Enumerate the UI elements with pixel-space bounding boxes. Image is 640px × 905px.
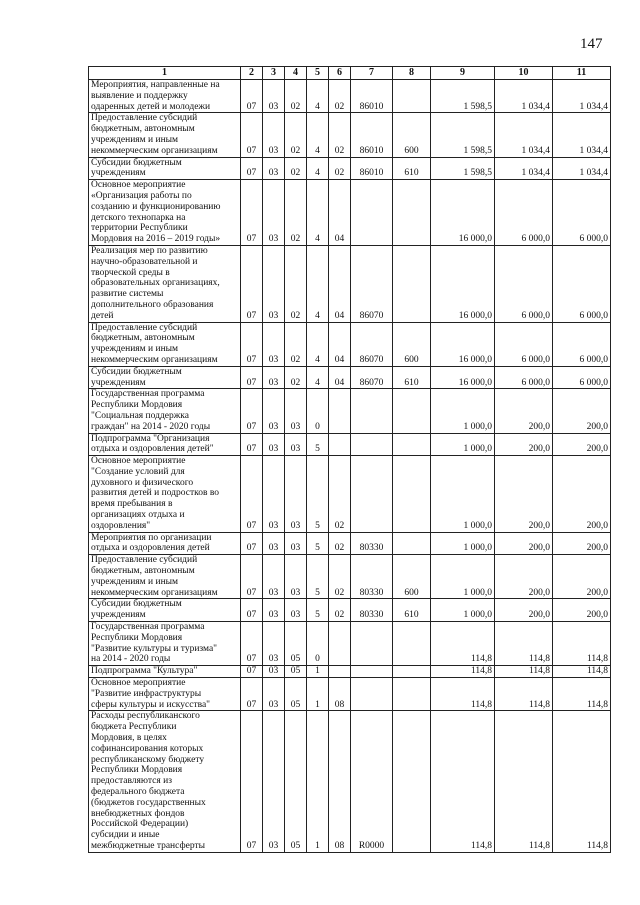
- podrazdel-cell: 03: [263, 666, 285, 678]
- program-cell: 03: [285, 555, 307, 599]
- program-cell: 02: [285, 180, 307, 246]
- amount-2020-cell: 114,8: [553, 678, 611, 711]
- row-name-line: Мероприятия, направленные на: [91, 80, 220, 90]
- row-name-line: учреждениям и иным: [91, 576, 179, 587]
- row-name-line: научно-образовательной и: [91, 256, 198, 267]
- amount-2020-cell: 1 034,4: [553, 80, 611, 113]
- row-name-line: бюджетным, автономным: [91, 124, 195, 135]
- row-name-line: выявление и поддержку: [91, 90, 188, 101]
- row-name-line: Республики Мордовия: [91, 400, 183, 411]
- row-name-line: Предоставление субсидий: [91, 322, 198, 333]
- table-row: [89, 456, 611, 533]
- razdel-cell: 07: [241, 711, 263, 852]
- podrazdel-cell: 03: [263, 157, 285, 180]
- amount-2020-cell: 114,8: [553, 622, 611, 666]
- row-name-line: Предоставление субсидий: [91, 113, 198, 124]
- direction-cell: R0000: [351, 711, 393, 852]
- row-name-line: Государственная программа: [91, 622, 205, 633]
- amount-2018-cell: 16 000,0: [431, 322, 495, 366]
- column-header-1: 1: [89, 67, 241, 80]
- amount-2019-cell: 6 000,0: [495, 180, 553, 246]
- program-cell: 03: [285, 532, 307, 555]
- amount-2019-cell: 114,8: [495, 622, 553, 666]
- row-name-line: «Организация работы по: [91, 190, 192, 201]
- program-cell: 02: [285, 113, 307, 157]
- amount-2019-cell: 1 034,4: [495, 80, 553, 113]
- vid-rashodov-cell: [393, 666, 431, 678]
- row-name-line: детей: [91, 310, 114, 321]
- row-name-line: одаренных детей и молодежи: [91, 101, 211, 112]
- row-name-cell: [89, 456, 241, 533]
- subprogram-cell: 4: [307, 366, 329, 389]
- direction-cell: [351, 433, 393, 456]
- row-name-line: Субсидии бюджетным: [91, 157, 182, 168]
- row-name-cell: [89, 180, 241, 246]
- row-name-line: Реализация мер по развитию: [91, 245, 208, 256]
- subprogram-cell: 1: [307, 666, 329, 678]
- row-name-line: территории Республики: [91, 223, 188, 234]
- row-name-line: отдыха и оздоровления детей": [91, 444, 214, 455]
- row-name-line: творческой среды в: [91, 267, 170, 278]
- amount-2018-cell: 1 000,0: [431, 532, 495, 555]
- amount-2019-cell: 6 000,0: [495, 245, 553, 322]
- subprogram-cell: 0: [307, 622, 329, 666]
- subprogram-cell: 4: [307, 322, 329, 366]
- podrazdel-cell: 03: [263, 322, 285, 366]
- column-header-2: 2: [241, 67, 263, 80]
- event-cell: 08: [329, 711, 351, 852]
- row-name-cell: [89, 113, 241, 157]
- program-cell: 02: [285, 157, 307, 180]
- vid-rashodov-cell: [393, 678, 431, 711]
- vid-rashodov-cell: [393, 711, 431, 852]
- row-name-cell: [89, 366, 241, 389]
- amount-2019-cell: 6 000,0: [495, 322, 553, 366]
- table-row: [89, 245, 611, 322]
- razdel-cell: 07: [241, 113, 263, 157]
- program-cell: 03: [285, 456, 307, 533]
- row-name-line: субсидии и иные: [91, 830, 160, 841]
- amount-2020-cell: 1 034,4: [553, 157, 611, 180]
- amount-2020-cell: 200,0: [553, 555, 611, 599]
- podrazdel-cell: 03: [263, 555, 285, 599]
- event-cell: 04: [329, 322, 351, 366]
- podrazdel-cell: 03: [263, 113, 285, 157]
- table-row: [89, 113, 611, 157]
- table-row: [89, 555, 611, 599]
- razdel-cell: 07: [241, 532, 263, 555]
- amount-2020-cell: 6 000,0: [553, 366, 611, 389]
- subprogram-cell: 5: [307, 532, 329, 555]
- amount-2019-cell: 1 034,4: [495, 113, 553, 157]
- program-cell: 05: [285, 711, 307, 852]
- amount-2019-cell: 200,0: [495, 532, 553, 555]
- amount-2019-cell: 114,8: [495, 666, 553, 678]
- amount-2018-cell: 16 000,0: [431, 245, 495, 322]
- row-name-line: "Социальная поддержка: [91, 410, 189, 421]
- column-header-3: 3: [263, 67, 285, 80]
- razdel-cell: 07: [241, 245, 263, 322]
- row-name-line: внебюджетных фондов: [91, 808, 185, 819]
- row-name-line: Основное мероприятие: [91, 678, 186, 689]
- row-name-line: федерального бюджета: [91, 787, 185, 797]
- table-row: [89, 711, 611, 852]
- amount-2019-cell: 200,0: [495, 456, 553, 533]
- row-name-line: Основное мероприятие: [91, 180, 186, 191]
- row-name-line: некоммерческим организациям: [91, 145, 218, 156]
- vid-rashodov-cell: 600: [393, 555, 431, 599]
- table-row: [89, 389, 611, 433]
- event-cell: 08: [329, 678, 351, 711]
- podrazdel-cell: 03: [263, 711, 285, 852]
- amount-2018-cell: 1 000,0: [431, 433, 495, 456]
- direction-cell: 80330: [351, 532, 393, 555]
- podrazdel-cell: 03: [263, 366, 285, 389]
- header-row: [89, 67, 611, 80]
- row-name-cell: [89, 322, 241, 366]
- vid-rashodov-cell: [393, 80, 431, 113]
- row-name-line: Государственная программа: [91, 389, 205, 400]
- amount-2019-cell: 114,8: [495, 678, 553, 711]
- column-header-6: 6: [329, 67, 351, 80]
- column-header-8: 8: [393, 67, 431, 80]
- subprogram-cell: 4: [307, 180, 329, 246]
- direction-cell: 86070: [351, 366, 393, 389]
- row-name-line: Предоставление субсидий: [91, 555, 198, 566]
- row-name-line: Республики Мордовия: [91, 632, 183, 643]
- razdel-cell: 07: [241, 389, 263, 433]
- subprogram-cell: 5: [307, 456, 329, 533]
- podrazdel-cell: 03: [263, 532, 285, 555]
- subprogram-cell: 1: [307, 678, 329, 711]
- podrazdel-cell: 03: [263, 433, 285, 456]
- table-row: [89, 433, 611, 456]
- razdel-cell: 07: [241, 456, 263, 533]
- program-cell: 02: [285, 322, 307, 366]
- row-name-line: бюджетным, автономным: [91, 333, 195, 344]
- amount-2020-cell: 200,0: [553, 532, 611, 555]
- subprogram-cell: 5: [307, 433, 329, 456]
- vid-rashodov-cell: [393, 389, 431, 433]
- razdel-cell: 07: [241, 599, 263, 622]
- vid-rashodov-cell: [393, 180, 431, 246]
- direction-cell: [351, 389, 393, 433]
- amount-2018-cell: 114,8: [431, 678, 495, 711]
- row-name-line: Российской Федерации): [91, 819, 189, 830]
- vid-rashodov-cell: [393, 456, 431, 533]
- table-row: [89, 322, 611, 366]
- row-name-line: Основное мероприятие: [91, 456, 186, 467]
- row-name-cell: [89, 678, 241, 711]
- amount-2018-cell: 16 000,0: [431, 366, 495, 389]
- razdel-cell: 07: [241, 433, 263, 456]
- direction-cell: [351, 180, 393, 246]
- row-name-line: некоммерческим организациям: [91, 354, 218, 365]
- table-row: [89, 157, 611, 180]
- podrazdel-cell: 03: [263, 389, 285, 433]
- event-cell: [329, 666, 351, 678]
- row-name-line: Подпрограмма "Культура": [91, 666, 198, 677]
- row-name-cell: [89, 80, 241, 113]
- column-header-10: 10: [495, 67, 553, 80]
- table-row: [89, 180, 611, 246]
- row-name-line: учреждениям и иным: [91, 134, 179, 145]
- table-row: [89, 366, 611, 389]
- table-row: [89, 622, 611, 666]
- row-name-line: Субсидии бюджетным: [91, 599, 182, 610]
- direction-cell: 80330: [351, 555, 393, 599]
- podrazdel-cell: 03: [263, 599, 285, 622]
- amount-2018-cell: 114,8: [431, 622, 495, 666]
- event-cell: [329, 622, 351, 666]
- amount-2018-cell: 1 598,5: [431, 113, 495, 157]
- row-name-cell: [89, 389, 241, 433]
- amount-2019-cell: 200,0: [495, 389, 553, 433]
- row-name-cell: [89, 555, 241, 599]
- row-name-cell: [89, 157, 241, 180]
- direction-cell: 80330: [351, 599, 393, 622]
- row-name-line: дополнительного образования: [91, 299, 214, 310]
- row-name-line: развитие системы: [91, 289, 164, 300]
- row-name-line: Расходы республиканского: [91, 711, 200, 722]
- amount-2019-cell: 200,0: [495, 555, 553, 599]
- direction-cell: 86010: [351, 80, 393, 113]
- amount-2018-cell: 1 000,0: [431, 599, 495, 622]
- podrazdel-cell: 03: [263, 678, 285, 711]
- row-name-cell: [89, 711, 241, 852]
- amount-2020-cell: 200,0: [553, 433, 611, 456]
- row-name-cell: [89, 666, 241, 678]
- row-name-line: Мордовия на 2016 – 2019 годы»: [91, 234, 221, 245]
- program-cell: 02: [285, 80, 307, 113]
- amount-2020-cell: 6 000,0: [553, 322, 611, 366]
- direction-cell: [351, 678, 393, 711]
- event-cell: 02: [329, 80, 351, 113]
- program-cell: 03: [285, 433, 307, 456]
- row-name-line: духовного и физического: [91, 477, 194, 488]
- razdel-cell: 07: [241, 622, 263, 666]
- row-name-line: оздоровления": [91, 520, 151, 531]
- table-row: [89, 532, 611, 555]
- row-name-cell: [89, 433, 241, 456]
- amount-2020-cell: 6 000,0: [553, 180, 611, 246]
- program-cell: 02: [285, 366, 307, 389]
- program-cell: 03: [285, 389, 307, 433]
- subprogram-cell: 4: [307, 245, 329, 322]
- row-name-cell: [89, 599, 241, 622]
- program-cell: 02: [285, 245, 307, 322]
- row-name-line: учреждениям: [91, 168, 146, 179]
- event-cell: 02: [329, 113, 351, 157]
- page-number: 147: [580, 36, 603, 52]
- event-cell: [329, 433, 351, 456]
- podrazdel-cell: 03: [263, 80, 285, 113]
- vid-rashodov-cell: [393, 532, 431, 555]
- event-cell: 02: [329, 532, 351, 555]
- direction-cell: 86010: [351, 157, 393, 180]
- budget-table: [88, 66, 611, 853]
- row-name-line: "Создание условий для: [91, 466, 185, 477]
- row-name-line: Мероприятия по организации: [91, 532, 212, 543]
- row-name-line: созданию и функционированию: [91, 201, 221, 212]
- table-row: [89, 599, 611, 622]
- subprogram-cell: 1: [307, 711, 329, 852]
- row-name-line: развития детей и подростков во: [91, 488, 220, 499]
- row-name-line: "Развитие культуры и туризма": [91, 643, 218, 654]
- amount-2018-cell: 1 000,0: [431, 456, 495, 533]
- row-name-line: детского технопарка на: [91, 212, 186, 223]
- row-name-line: некоммерческим организациям: [91, 587, 218, 598]
- column-header-7: 7: [351, 67, 393, 80]
- vid-rashodov-cell: 610: [393, 157, 431, 180]
- razdel-cell: 07: [241, 80, 263, 113]
- event-cell: 02: [329, 555, 351, 599]
- direction-cell: 86070: [351, 245, 393, 322]
- amount-2018-cell: 1 000,0: [431, 389, 495, 433]
- row-name-line: Республики Мордовия: [91, 765, 183, 776]
- row-name-line: граждан" на 2014 - 2020 годы: [91, 421, 211, 432]
- amount-2019-cell: 6 000,0: [495, 366, 553, 389]
- amount-2018-cell: 1 598,5: [431, 157, 495, 180]
- podrazdel-cell: 03: [263, 245, 285, 322]
- subprogram-cell: 4: [307, 113, 329, 157]
- row-name-line: (бюджетов государственных: [91, 797, 206, 808]
- event-cell: 02: [329, 456, 351, 533]
- vid-rashodov-cell: 610: [393, 366, 431, 389]
- event-cell: 02: [329, 599, 351, 622]
- vid-rashodov-cell: 600: [393, 113, 431, 157]
- podrazdel-cell: 03: [263, 456, 285, 533]
- subprogram-cell: 4: [307, 157, 329, 180]
- column-header-5: 5: [307, 67, 329, 80]
- subprogram-cell: 4: [307, 80, 329, 113]
- row-name-line: бюджета Республики: [91, 722, 177, 733]
- table-row: [89, 678, 611, 711]
- amount-2020-cell: 200,0: [553, 599, 611, 622]
- vid-rashodov-cell: 610: [393, 599, 431, 622]
- row-name-line: организациях отдыха и: [91, 510, 185, 521]
- amount-2019-cell: 200,0: [495, 599, 553, 622]
- amount-2020-cell: 200,0: [553, 389, 611, 433]
- amount-2018-cell: 16 000,0: [431, 180, 495, 246]
- direction-cell: [351, 666, 393, 678]
- razdel-cell: 07: [241, 366, 263, 389]
- column-header-9: 9: [431, 67, 495, 80]
- vid-rashodov-cell: 600: [393, 322, 431, 366]
- row-name-line: учреждениям: [91, 377, 146, 388]
- row-name-line: межбюджетные трансферты: [91, 840, 205, 851]
- row-name-line: софинансирования которых: [91, 743, 204, 754]
- amount-2018-cell: 114,8: [431, 711, 495, 852]
- row-name-line: Субсидии бюджетным: [91, 366, 182, 377]
- row-name-line: Мордовия, в целях: [91, 733, 167, 744]
- podrazdel-cell: 03: [263, 180, 285, 246]
- event-cell: 04: [329, 366, 351, 389]
- amount-2020-cell: 6 000,0: [553, 245, 611, 322]
- row-name-line: республиканскому бюджету: [91, 754, 205, 765]
- row-name-line: бюджетным, автономным: [91, 566, 195, 577]
- vid-rashodov-cell: [393, 622, 431, 666]
- row-name-line: учреждениям: [91, 610, 146, 621]
- amount-2020-cell: 1 034,4: [553, 113, 611, 157]
- program-cell: 05: [285, 678, 307, 711]
- direction-cell: 86010: [351, 113, 393, 157]
- amount-2019-cell: 114,8: [495, 711, 553, 852]
- column-header-11: 11: [553, 67, 611, 80]
- row-name-line: время пребывания в: [91, 499, 173, 510]
- row-name-line: образовательных организациях,: [91, 278, 220, 289]
- table-row: [89, 80, 611, 113]
- razdel-cell: 07: [241, 180, 263, 246]
- table-row: [89, 666, 611, 678]
- row-name-line: учреждениям и иным: [91, 344, 179, 355]
- program-cell: 05: [285, 666, 307, 678]
- razdel-cell: 07: [241, 157, 263, 180]
- razdel-cell: 07: [241, 322, 263, 366]
- razdel-cell: 07: [241, 678, 263, 711]
- event-cell: 04: [329, 245, 351, 322]
- amount-2018-cell: 114,8: [431, 666, 495, 678]
- row-name-line: Подпрограмма "Организация: [91, 433, 210, 444]
- row-name-line: сферы культуры и искусства": [91, 699, 211, 710]
- row-name-cell: [89, 532, 241, 555]
- amount-2020-cell: 114,8: [553, 666, 611, 678]
- event-cell: 02: [329, 157, 351, 180]
- subprogram-cell: 5: [307, 599, 329, 622]
- subprogram-cell: 5: [307, 555, 329, 599]
- amount-2018-cell: 1 598,5: [431, 80, 495, 113]
- direction-cell: [351, 456, 393, 533]
- row-name-line: предоставляются из: [91, 776, 172, 787]
- razdel-cell: 07: [241, 555, 263, 599]
- amount-2020-cell: 114,8: [553, 711, 611, 852]
- direction-cell: [351, 622, 393, 666]
- direction-cell: 86070: [351, 322, 393, 366]
- vid-rashodov-cell: [393, 245, 431, 322]
- row-name-cell: [89, 245, 241, 322]
- program-cell: 03: [285, 599, 307, 622]
- razdel-cell: 07: [241, 666, 263, 678]
- vid-rashodov-cell: [393, 433, 431, 456]
- amount-2018-cell: 1 000,0: [431, 555, 495, 599]
- event-cell: 04: [329, 180, 351, 246]
- row-name-cell: [89, 622, 241, 666]
- event-cell: [329, 389, 351, 433]
- row-name-line: на 2014 - 2020 годы: [91, 654, 171, 665]
- amount-2019-cell: 200,0: [495, 433, 553, 456]
- amount-2019-cell: 1 034,4: [495, 157, 553, 180]
- podrazdel-cell: 03: [263, 622, 285, 666]
- row-name-line: "Развитие инфраструктуры: [91, 688, 202, 699]
- amount-2020-cell: 200,0: [553, 456, 611, 533]
- subprogram-cell: 0: [307, 389, 329, 433]
- row-name-line: отдыха и оздоровления детей: [91, 543, 210, 554]
- program-cell: 05: [285, 622, 307, 666]
- column-header-4: 4: [285, 67, 307, 80]
